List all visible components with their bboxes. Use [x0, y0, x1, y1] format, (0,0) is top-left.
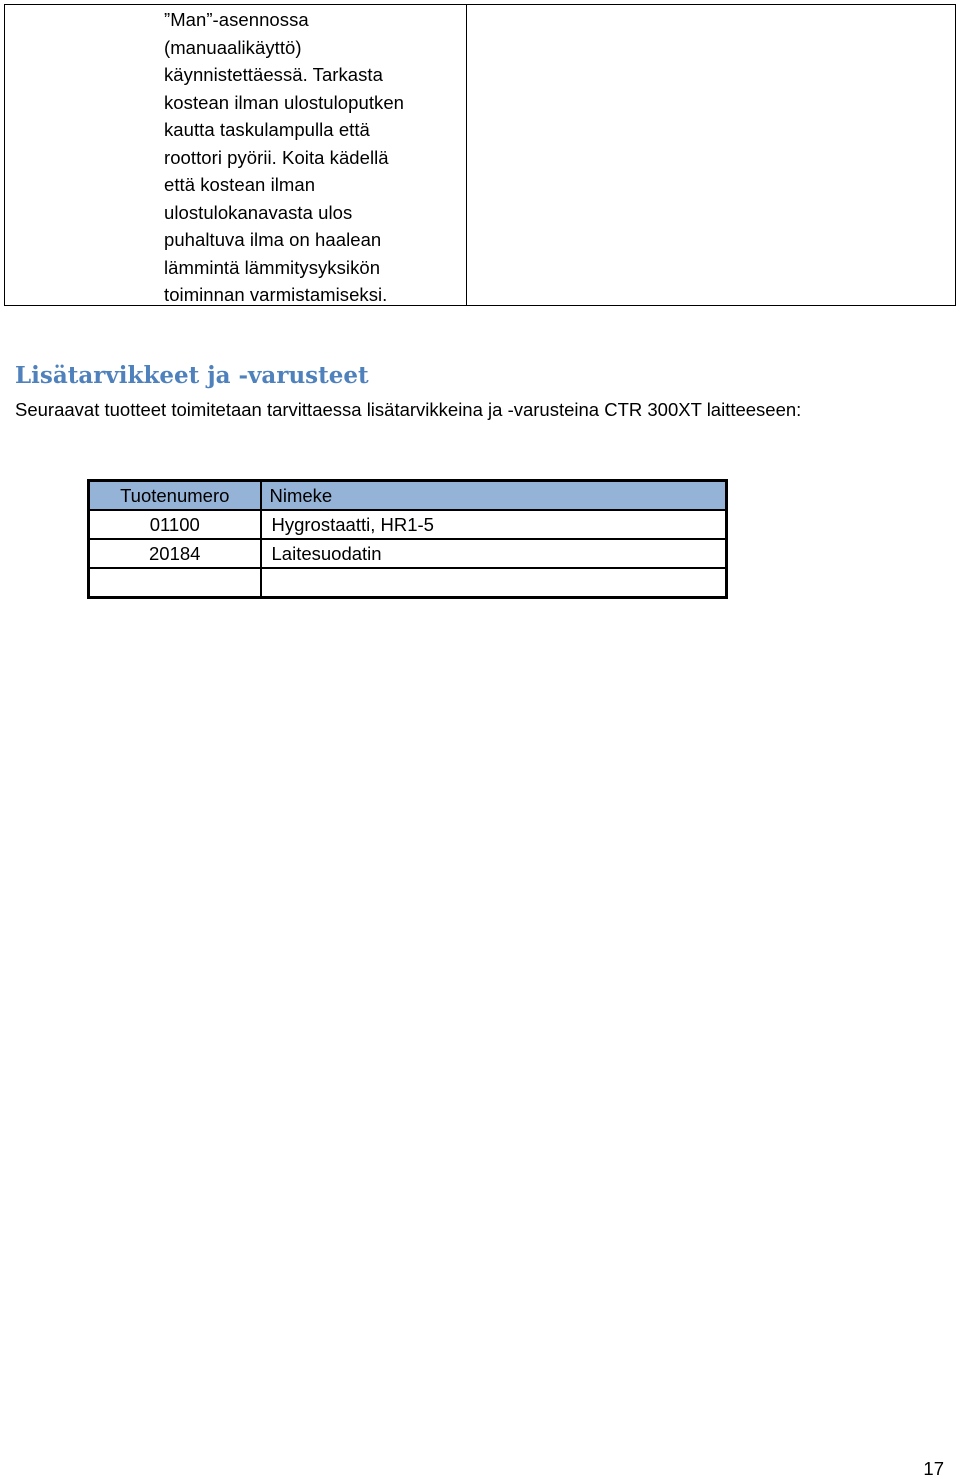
instruction-line: toiminnan varmistamiseksi.: [164, 284, 388, 305]
instruction-line: ”Man”-asennossa: [164, 9, 309, 30]
instruction-line: (manuaalikäyttö): [164, 36, 302, 58]
instruction-line: lämmintä lämmitysyksikön: [164, 256, 381, 278]
section-intro-text: Seuraavat tuotteet toimitetaan tarvittaessa lisätarvikkeina ja -varusteina CTR 300XT laitteeseen:: [15, 399, 802, 420]
instruction-line: kautta taskulampulla että: [164, 119, 370, 140]
instruction-line: käynnistettäessä. Tarkasta: [164, 64, 383, 85]
product-number-cell: 20184: [89, 539, 261, 568]
product-name-cell: [261, 568, 727, 598]
table-row: [89, 539, 727, 568]
instruction-cell-text: [164, 6, 464, 309]
table-row: [89, 510, 727, 539]
table-header-row: [89, 481, 727, 511]
instruction-line: ulostulokanavasta ulos: [164, 201, 353, 223]
instruction-line: että kostean ilman: [164, 174, 316, 195]
accessories-table: [87, 479, 728, 599]
header-product-name: Nimeke: [261, 481, 727, 511]
product-name-cell: Hygrostaatti, HR1-5: [261, 510, 727, 539]
section-heading: Lisätarvikkeet ja -varusteet: [15, 362, 369, 389]
product-number-cell: [89, 568, 261, 598]
table-column-divider: [466, 5, 467, 305]
page-number: 17: [923, 1458, 944, 1479]
product-name-cell: Laitesuodatin: [261, 539, 727, 568]
instruction-line: roottori pyörii. Koita kädellä: [164, 146, 389, 168]
instruction-line: puhaltuva ilma on haalean: [164, 229, 382, 250]
table-row: [89, 568, 727, 598]
product-number-cell: 01100: [89, 510, 261, 539]
header-product-number: Tuotenumero: [89, 481, 261, 511]
instruction-table: [4, 4, 956, 306]
instruction-line: kostean ilman ulostuloputken: [164, 91, 404, 113]
